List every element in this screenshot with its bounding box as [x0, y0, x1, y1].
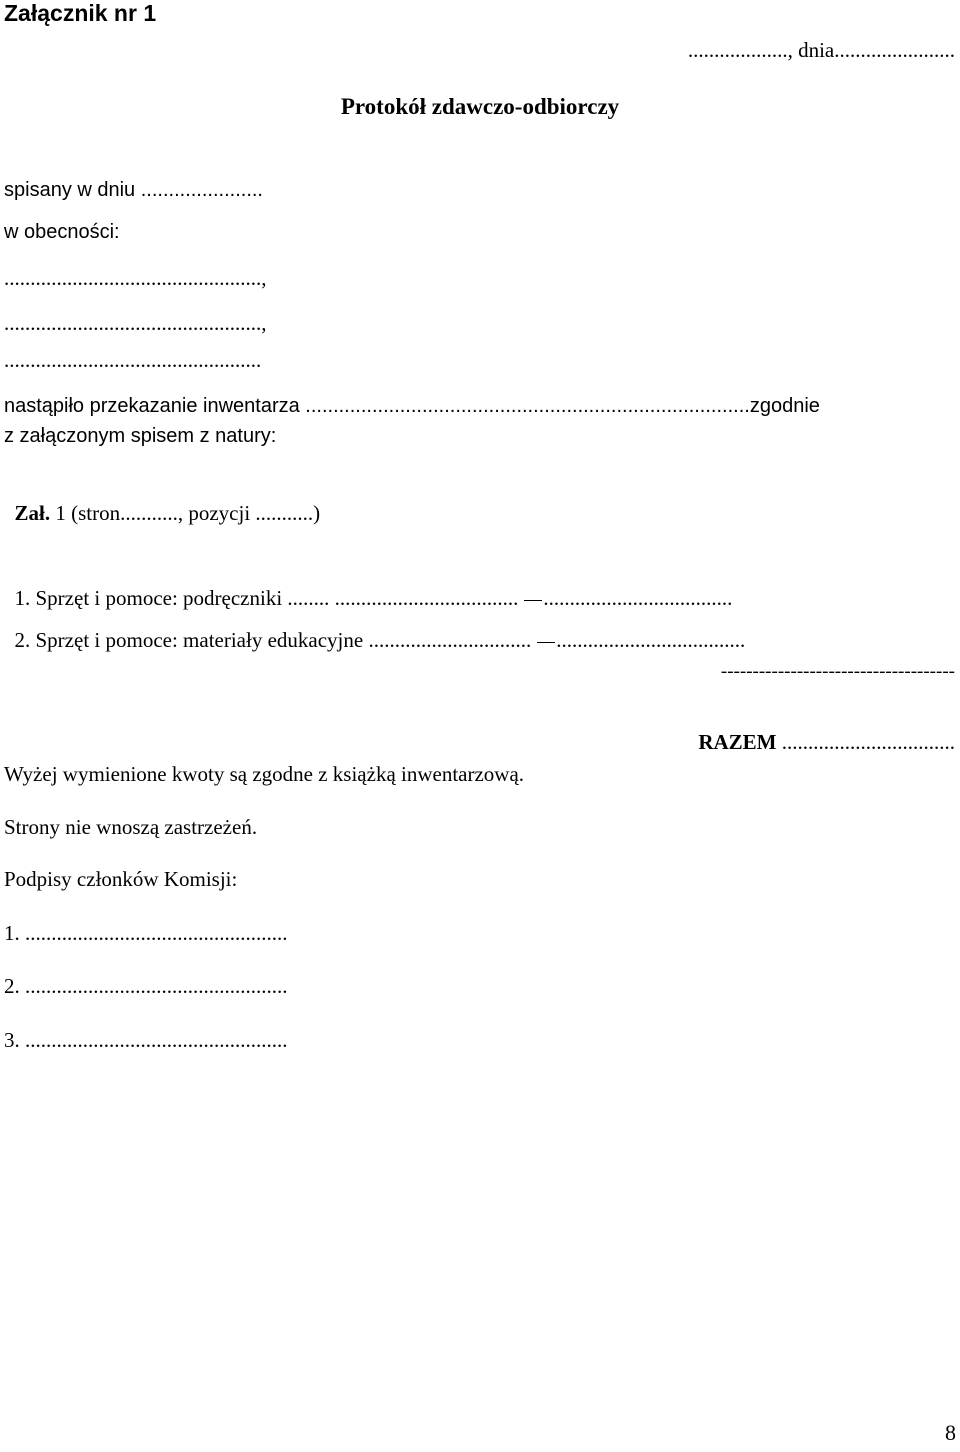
handover-line: nastąpiło przekazanie inwentarza ................................................................................zgodnie [4, 395, 820, 417]
drawn-up-date-line: spisany w dniu ...................... [4, 179, 263, 201]
page-number: 8 [945, 1420, 956, 1445]
attendee-line-1: ................................................., [4, 266, 267, 290]
place-date-line: ..................., dnia....................... [687, 38, 955, 62]
item-row-1 [4, 567, 732, 609]
dash-mark [537, 642, 555, 643]
signature-line-1: 1. .................................................. [4, 921, 288, 945]
attendee-line-3: ................................................. [4, 348, 262, 372]
attachment-reference-rest: 1 (stron..........., pozycji ...........) [50, 501, 321, 525]
sum-separator-line: ------------------------------------- [720, 661, 955, 682]
total-label: RAZEM [698, 730, 777, 754]
document-title: Protokół zdawczo-odbiorczy [340, 94, 620, 119]
item-label: 1. Sprzęt i pomoce: podręczniki ........ ................................... [14, 586, 519, 610]
total-value: ................................. [781, 730, 955, 754]
attachment-reference [4, 482, 320, 524]
attachment-reference-bold: Zał. [14, 501, 51, 525]
item-row-2 [4, 609, 745, 651]
attendee-line-2: ................................................., [4, 311, 267, 335]
dash-mark [524, 600, 542, 601]
attachment-label: Załącznik nr 1 [4, 0, 157, 26]
signature-line-2: 2. .................................................. [4, 974, 288, 998]
signature-line-3: 3. .................................................. [4, 1028, 288, 1052]
signatures-label: Podpisy członków Komisji: [4, 867, 238, 891]
statement-amounts-match: Wyżej wymienione kwoty są zgodne z książką inwentarzową. [4, 762, 525, 786]
total-row [688, 711, 955, 753]
item-value: .................................... [556, 628, 746, 652]
item-value: .................................... [543, 586, 733, 610]
handover-continuation: z załączonym spisem z natury: [4, 425, 277, 447]
statement-no-objections: Strony nie wnoszą zastrzeżeń. [4, 815, 258, 839]
presence-label: w obecności: [4, 221, 120, 243]
item-label: 2. Sprzęt i pomoce: materiały edukacyjne ............................... [14, 628, 532, 652]
